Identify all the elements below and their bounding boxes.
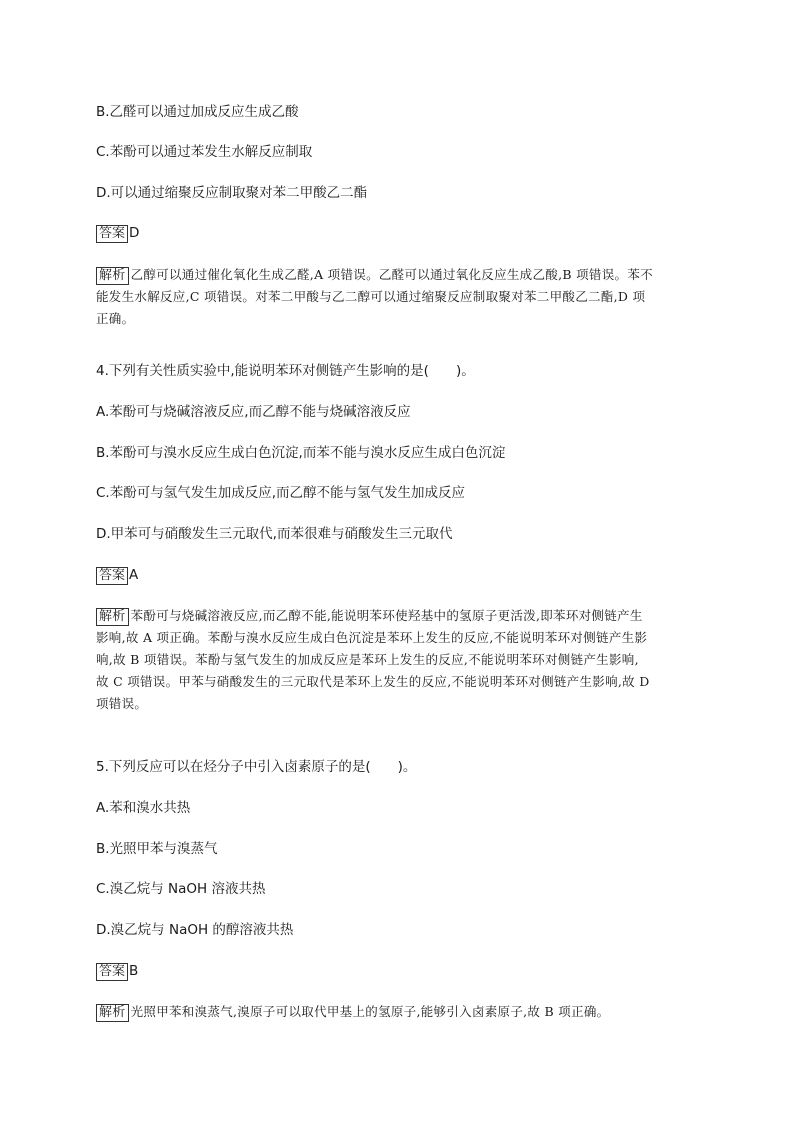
q3-answer <box>96 223 139 243</box>
answer-label: 答案 <box>96 963 128 981</box>
q4-option-a: A.苯酚可与烧碱溶液反应,而乙醇不能与烧碱溶液反应 <box>96 404 411 420</box>
q5-option-c: C.溴乙烷与 NaOH 溶液共热 <box>96 881 266 897</box>
answer-value: A <box>129 567 139 583</box>
explanation-line: 解析 苯酚可与烧碱溶液反应,而乙醇不能,能说明苯环使羟基中的氢原子更活泼,即苯环对侧链产生 <box>96 605 698 627</box>
explanation-label: 解析 <box>96 1004 129 1022</box>
explanation-line: 解析 光照甲苯和溴蒸气,溴原子可以取代甲基上的氢原子,能够引入卤素原子,故 B 项正确。 <box>96 1001 698 1023</box>
explanation-line: 解析 乙醇可以通过催化氧化生成乙醛,A 项错误。乙醛可以通过氧化反应生成乙酸,B 项错误。苯不 <box>96 264 698 286</box>
q4-option-b: B.苯酚可与溴水反应生成白色沉淀,而苯不能与溴水反应生成白色沉淀 <box>96 445 506 461</box>
q4-option-d: D.甲苯可与硝酸发生三元取代,而苯很难与硝酸发生三元取代 <box>96 526 453 542</box>
q5-explanation <box>96 1001 698 1023</box>
q5-answer <box>96 961 138 981</box>
explanation-label: 解析 <box>96 267 129 285</box>
q3-option-d: D.可以通过缩聚反应制取聚对苯二甲酸乙二酯 <box>96 185 368 201</box>
q3-option-c: C.苯酚可以通过苯发生水解反应制取 <box>96 144 313 160</box>
explanation-label: 解析 <box>96 608 129 626</box>
answer-label: 答案 <box>96 225 128 243</box>
answer-value: B <box>129 963 139 979</box>
q4-stem: 4.下列有关性质实验中,能说明苯环对侧链产生影响的是( )。 <box>96 363 475 379</box>
explanation-line: 能发生水解反应,C 项错误。对苯二甲酸与乙二醇可以通过缩聚反应制取聚对苯二甲酸乙二酯,D 项 <box>96 289 646 304</box>
q5-option-b: B.光照甲苯与溴蒸气 <box>96 841 218 857</box>
q4-explanation <box>96 605 698 715</box>
q5-option-a: A.苯和溴水共热 <box>96 800 191 816</box>
answer-value: D <box>129 225 140 241</box>
q5-stem: 5.下列反应可以在烃分子中引入卤素原子的是( )。 <box>96 759 417 775</box>
q3-explanation <box>96 264 698 330</box>
q4-answer <box>96 565 138 585</box>
explanation-line: 故 C 项错误。甲苯与硝酸发生的三元取代是苯环上发生的反应,不能说明苯环对侧链产生影响,故 D <box>96 674 650 689</box>
explanation-line: 项错误。 <box>96 696 148 711</box>
explanation-line: 正确。 <box>96 311 135 326</box>
explanation-line: 响,故 B 项错误。苯酚与氢气发生的加成反应是苯环上发生的反应,不能说明苯环对侧链产生影响, <box>96 652 639 667</box>
explanation-line: 影响,故 A 项正确。苯酚与溴水反应生成白色沉淀是苯环上发生的反应,不能说明苯环对侧链产生影 <box>96 630 648 645</box>
q5-option-d: D.溴乙烷与 NaOH 的醇溶液共热 <box>96 922 294 938</box>
q3-option-b: B.乙醛可以通过加成反应生成乙酸 <box>96 104 299 120</box>
answer-label: 答案 <box>96 567 128 585</box>
q4-option-c: C.苯酚可与氢气发生加成反应,而乙醇不能与氢气发生加成反应 <box>96 485 466 501</box>
